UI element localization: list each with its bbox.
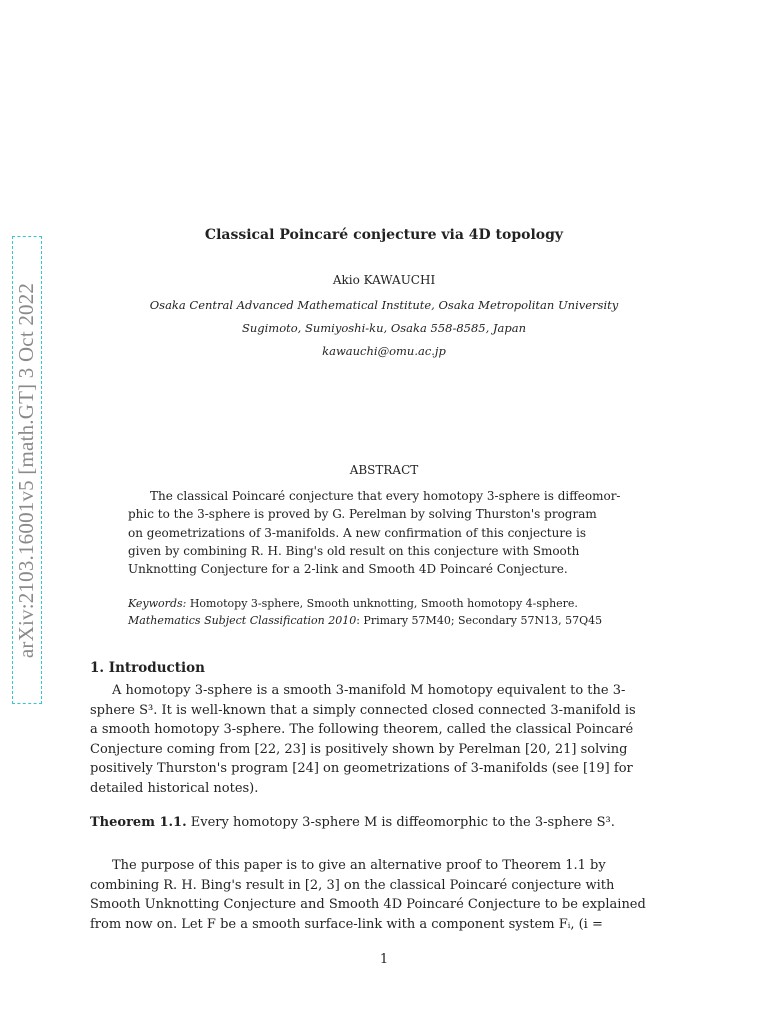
paragraph-line: combining R. H. Bing's result in [2, 3] on the classical Poincaré conjecture with xyxy=(90,877,615,893)
author-email: kawauchi@omu.ac.jp xyxy=(322,344,446,358)
msc-label: Mathematics Subject Classification 2010 xyxy=(128,614,357,627)
theorem-label: Theorem 1.1. xyxy=(90,815,187,830)
keywords-text: Homotopy 3-sphere, Smooth unknotting, Smooth homotopy 4-sphere. xyxy=(189,597,578,610)
arxiv-identifier-text: arXiv:2103.16001v5 [math.GT] 3 Oct 2022 xyxy=(14,282,39,658)
msc-text: : Primary 57M40; Secondary 57N13, 57Q45 xyxy=(356,614,603,627)
intro-line: positively Thurston's program [24] on geometrizations of 3-manifolds (see [19] for xyxy=(90,761,633,776)
abstract-line: on geometrizations of 3-manifolds. A new confirmation of this conjecture is xyxy=(128,525,586,540)
abstract-line: Unknotting Conjecture for a 2-link and Smooth 4D Poincaré Conjecture. xyxy=(128,562,568,577)
abstract-line: phic to the 3-sphere is proved by G. Perelman by solving Thurston's program xyxy=(128,507,597,522)
author-name: Akio KAWAUCHI xyxy=(332,273,436,287)
abstract-line: The classical Poincaré conjecture that every homotopy 3-sphere is diffeomor- xyxy=(150,489,621,503)
abstract-line: given by combining R. H. Bing's old result on this conjecture with Smooth xyxy=(128,543,580,558)
intro-line: detailed historical notes). xyxy=(90,780,259,796)
page-number: 1 xyxy=(379,952,389,967)
theorem-text: Every homotopy 3-sphere M is diffeomorphic to the 3-sphere S³. xyxy=(186,815,615,830)
intro-line: sphere S³. It is well-known that a simply connected closed connected 3-manifold is xyxy=(90,702,636,718)
paragraph-line: from now on. Let F be a smooth surface-link with a component system Fᵢ, (i = xyxy=(90,916,603,932)
paragraph-line: Smooth Unknotting Conjecture and Smooth 4D Poincaré Conjecture to be explained xyxy=(90,897,646,912)
msc-classification xyxy=(128,614,602,627)
theorem-statement xyxy=(90,815,615,830)
affiliation-line-2: Sugimoto, Sumiyoshi-ku, Osaka 558-8585, Japan xyxy=(241,321,527,335)
abstract-body xyxy=(128,487,621,578)
keywords-label: Keywords: xyxy=(128,597,187,610)
intro-line: a smooth homotopy 3-sphere. The following theorem, called the classical Poincaré xyxy=(90,722,634,737)
paragraph-line: The purpose of this paper is to give an alternative proof to Theorem 1.1 by xyxy=(112,858,606,873)
second-paragraph xyxy=(90,856,646,934)
affiliation-line-1: Osaka Central Advanced Mathematical Institute, Osaka Metropolitan University xyxy=(149,298,619,312)
paper-title: Classical Poincaré conjecture via 4D topology xyxy=(204,227,564,243)
intro-paragraph xyxy=(90,681,636,798)
section-heading: 1. Introduction xyxy=(90,660,205,676)
intro-line: Conjecture coming from [22, 23] is positively shown by Perelman [20, 21] solving xyxy=(90,741,628,757)
keywords xyxy=(128,597,578,610)
abstract-heading: ABSTRACT xyxy=(349,463,419,477)
intro-line: A homotopy 3-sphere is a smooth 3-manifold M homotopy equivalent to the 3- xyxy=(112,683,626,698)
